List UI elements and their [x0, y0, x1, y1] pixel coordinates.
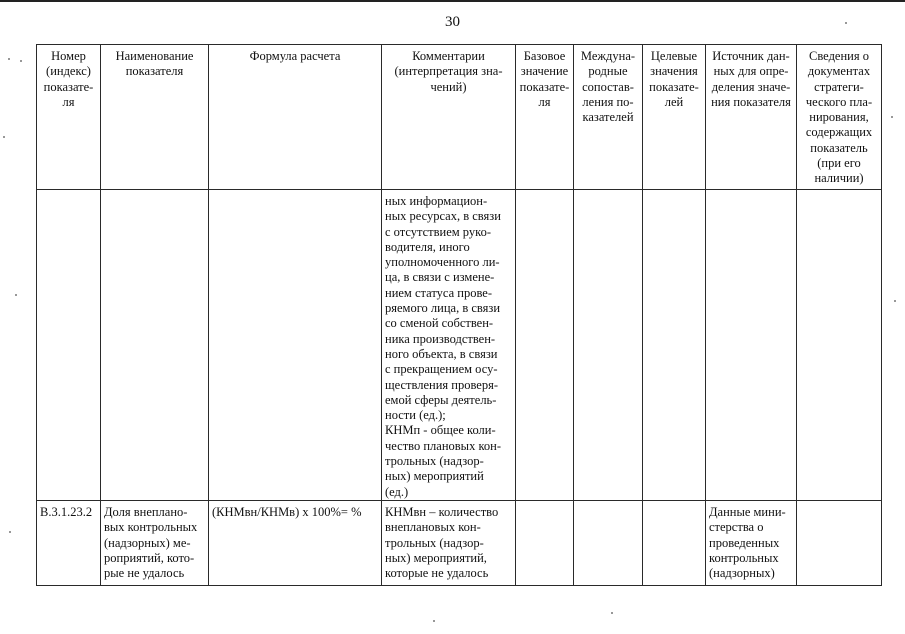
scan-speck	[611, 612, 613, 614]
table-cell	[516, 190, 574, 501]
header-comments: Комментарии (интерпретация зна- чений)	[382, 45, 516, 190]
header-formula: Формула расчета	[209, 45, 382, 190]
table-cell	[797, 500, 882, 585]
table-cell	[516, 500, 574, 585]
table-cell	[37, 190, 101, 501]
scan-speck	[20, 60, 22, 62]
header-index: Номер (индекс) показате- ля	[37, 45, 101, 190]
header-international-comparison: Междуна- родные сопостав- ления по- казателей	[574, 45, 643, 190]
scan-speck	[3, 136, 5, 138]
header-target-values: Целевые значения показате- лей	[643, 45, 706, 190]
table-cell	[101, 190, 209, 501]
indicators-table	[36, 44, 882, 586]
scan-speck	[894, 300, 896, 302]
scan-speck	[845, 22, 847, 24]
data-source-cell: Данные мини- стерства о проведенных контрольных (надзорных)	[706, 500, 797, 585]
table-cell	[643, 190, 706, 501]
table-cell	[209, 190, 382, 501]
table-cell	[797, 190, 882, 501]
header-name: Наименование показателя	[101, 45, 209, 190]
header-base-value: Базовое значение показате- ля	[516, 45, 574, 190]
table-row	[37, 190, 882, 501]
top-rule	[0, 0, 905, 2]
table-row	[37, 500, 882, 585]
scan-speck	[15, 294, 17, 296]
page-number: 30	[445, 14, 460, 30]
header-strategic-documents: Сведения о документах стратеги- ческого пла- нирования, содержащих показатель (при его наличии)	[797, 45, 882, 190]
scan-speck	[8, 58, 10, 60]
scan-speck	[433, 620, 435, 622]
indicator-index-cell: В.3.1.23.2	[37, 500, 101, 585]
table-cell	[574, 190, 643, 501]
header-data-source: Источник дан- ных для опре- деления значе- ния показателя	[706, 45, 797, 190]
table-cell	[574, 500, 643, 585]
table-cell	[643, 500, 706, 585]
comment-cell: КНМвн – количество внеплановых кон- трольных (надзор- ных) мероприятий, которые не удалось	[382, 500, 516, 585]
table-header-row	[37, 45, 882, 190]
indicator-name-cell: Доля внеплано- вых контрольных (надзорных) ме- роприятий, кото- рые не удалось	[101, 500, 209, 585]
comment-cell: ных информацион- ных ресурсах, в связи с отсутствием руко- водителя, иного уполномоченного ли- ца, в связи с измене- нием статуса прове- ряемого лица, в связи со сменой собствен- ника производствен- ного объекта, в связи с прекращением осу- ществления проверя- емой сферы деятель- ности (ед.); КНМп - общее коли- чество плановых кон- трольных (надзор- ных) мероприятий (ед.)	[382, 190, 516, 501]
scan-speck	[9, 531, 11, 533]
scan-speck	[891, 116, 893, 118]
formula-cell: (КНМвн/КНМв) х 100%= %	[209, 500, 382, 585]
table-cell	[706, 190, 797, 501]
